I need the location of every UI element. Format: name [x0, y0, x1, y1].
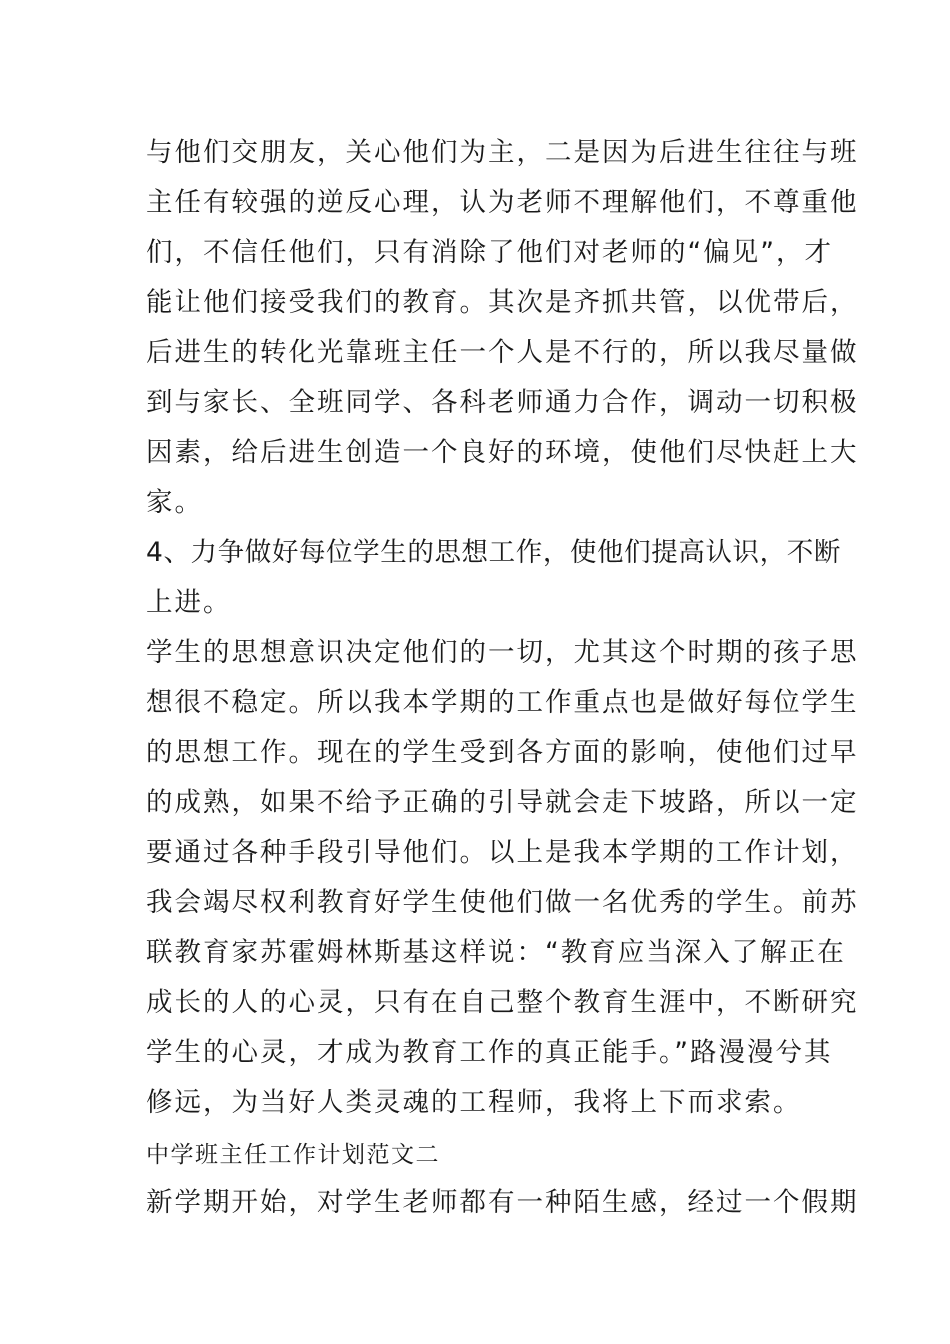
text-line-19: 学生的心灵，才成为教育工作的真正能手。”路漫漫兮其	[146, 1037, 833, 1068]
text-line-14: 的成熟，如果不给予正确的引导就会走下坡路，所以一定	[146, 787, 859, 818]
section-heading-4: 4、力争做好每位学生的思想工作，使他们提高认识，不断	[146, 537, 841, 568]
text-line-5: 后进生的转化光靠班主任一个人是不行的，所以我尽量做	[146, 337, 859, 368]
text-line-4: 能让他们接受我们的教育。其次是齐抓共管，以优带后，	[146, 287, 859, 318]
text-line-1: 与他们交朋友，关心他们为主，二是因为后进生往往与班	[146, 137, 859, 168]
text-line-18: 成长的人的心灵，只有在自己整个教育生涯中，不断研究	[146, 987, 859, 1018]
text-line-2: 主任有较强的逆反心理，认为老师不理解他们，不尊重他	[146, 187, 859, 218]
text-line-20: 修远，为当好人类灵魂的工程师，我将上下而求索。	[146, 1087, 802, 1118]
text-line-7: 因素，给后进生创造一个良好的环境，使他们尽快赶上大	[146, 437, 859, 468]
section-title: 中学班主任工作计划范文二	[146, 1142, 440, 1168]
text-line-12: 想很不稳定。所以我本学期的工作重点也是做好每位学生	[146, 687, 859, 718]
text-line-3: 们，不信任他们，只有消除了他们对老师的“偏见”，才	[146, 237, 833, 268]
text-line-10: 上进。	[146, 587, 232, 618]
text-line-16: 我会竭尽权利教育好学生使他们做一名优秀的学生。前苏	[146, 887, 859, 918]
text-line-22: 新学期开始，对学生老师都有一种陌生感，经过一个假期	[146, 1187, 859, 1218]
text-line-6: 到与家长、全班同学、各科老师通力合作，调动一切积极	[146, 387, 859, 418]
text-line-11: 学生的思想意识决定他们的一切，尤其这个时期的孩子思	[146, 637, 859, 668]
text-line-8: 家。	[146, 487, 203, 518]
text-line-13: 的思想工作。现在的学生受到各方面的影响，使他们过早	[146, 737, 859, 768]
text-line-17: 联教育家苏霍姆林斯基这样说：“教育应当深入了解正在	[146, 937, 846, 968]
text-line-15: 要通过各种手段引导他们。以上是我本学期的工作计划，	[146, 837, 859, 868]
